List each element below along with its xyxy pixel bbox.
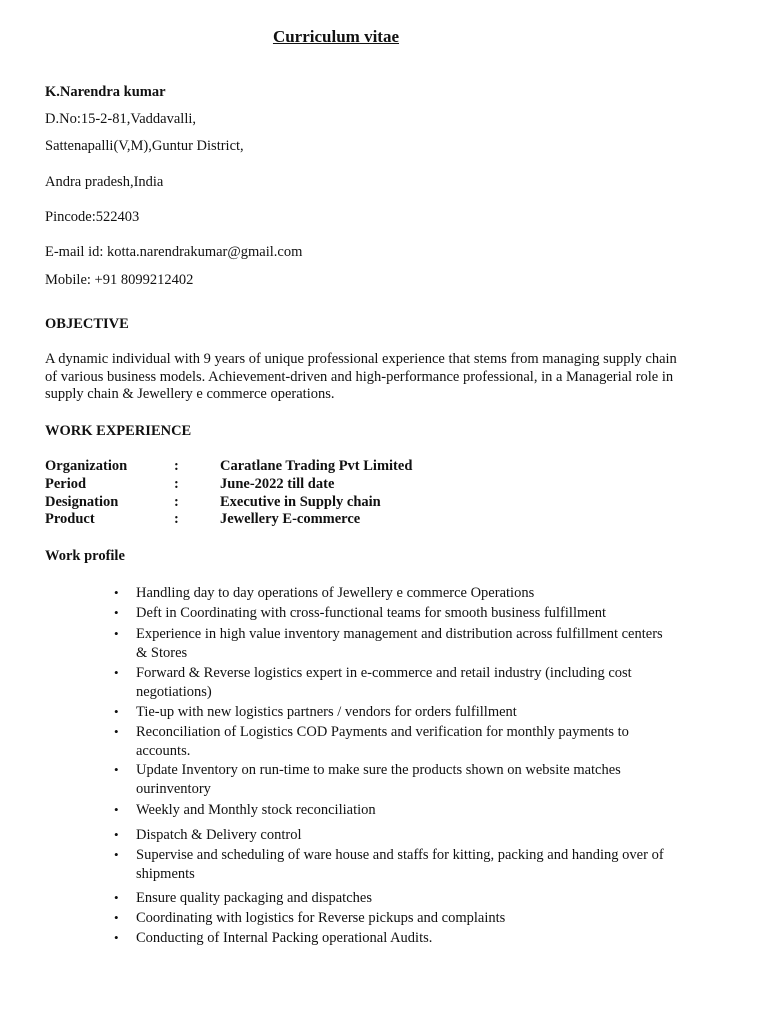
list-item-text: Handling day to day operations of Jewellery e commerce Operations [136,585,535,601]
bullet-icon: • [114,802,119,817]
list-item-text: Weekly and Monthly stock reconciliation [136,802,376,818]
bullet-icon: • [114,704,119,719]
experience-separator: : [174,476,179,492]
bullet-icon: • [114,626,119,641]
experience-label: Designation [45,494,119,510]
experience-row [0,511,768,529]
list-item-text: Reconciliation of Logistics COD Payments and verification for monthly payments to accounts. [136,724,629,759]
work-experience-heading: WORK EXPERIENCE [45,423,192,439]
experience-separator: : [174,511,179,527]
list-item-text: Conducting of Internal Packing operational Audits. [136,930,433,946]
bullet-icon: • [114,847,119,862]
bullet-icon: • [114,762,119,777]
work-profile-heading: Work profile [45,548,125,564]
bullet-icon: • [114,930,119,945]
experience-value: Caratlane Trading Pvt Limited [220,458,413,474]
list-item-text: Update Inventory on run-time to make sure the products shown on website matches ourinventory [136,762,621,797]
bullet-icon: • [114,605,119,620]
experience-row [0,476,768,494]
experience-value: June-2022 till date [220,476,335,492]
document-title: Curriculum vitae [272,27,400,46]
list-item-text: Coordinating with logistics for Reverse pickups and complaints [136,910,506,926]
experience-separator: : [174,458,179,474]
objective-heading: OBJECTIVE [45,316,129,332]
experience-label: Period [45,476,87,492]
objective-text: A dynamic individual with 9 years of unique professional experience that stems from managing supply chain of various business models. Achievement-driven and high-performance professional, in a Managerial role in supply chain & Jewellery e commerce operations. [45,351,677,403]
experience-label: Organization [45,458,128,474]
list-item-text: Forward & Reverse logistics expert in e-commerce and retail industry (including cost negotiations) [136,665,632,700]
address-line-1: D.No:15-2-81,Vaddavalli, [45,111,197,127]
address-line-3: Andra pradesh,India [45,174,164,190]
list-item-text: Dispatch & Delivery control [136,827,302,843]
experience-separator: : [174,494,179,510]
experience-row [0,458,768,476]
experience-label: Product [45,511,95,527]
candidate-name: K.Narendra kumar [45,84,166,100]
bullet-icon: • [114,724,119,739]
pincode: Pincode:522403 [45,209,140,225]
list-item-text: Supervise and scheduling of ware house and staffs for kitting, packing and handing over of shipments [136,847,664,882]
list-item-text: Ensure quality packaging and dispatches [136,890,372,906]
email: E-mail id: kotta.narendrakumar@gmail.com [45,244,303,260]
bullet-icon: • [114,910,119,925]
mobile: Mobile: +91 8099212402 [45,272,194,288]
list-item-text: Deft in Coordinating with cross-functional teams for smooth business fulfillment [136,605,606,621]
bullet-icon: • [114,585,119,600]
experience-value: Executive in Supply chain [220,494,381,510]
address-line-2: Sattenapalli(V,M),Guntur District, [45,138,244,154]
bullet-icon: • [114,665,119,680]
list-item-text: Experience in high value inventory management and distribution across fulfillment centers & Stores [136,626,663,661]
experience-value: Jewellery E-commerce [220,511,361,527]
bullet-icon: • [114,827,119,842]
experience-row [0,494,768,512]
list-item-text: Tie-up with new logistics partners / vendors for orders fulfillment [136,704,517,720]
bullet-icon: • [114,890,119,905]
